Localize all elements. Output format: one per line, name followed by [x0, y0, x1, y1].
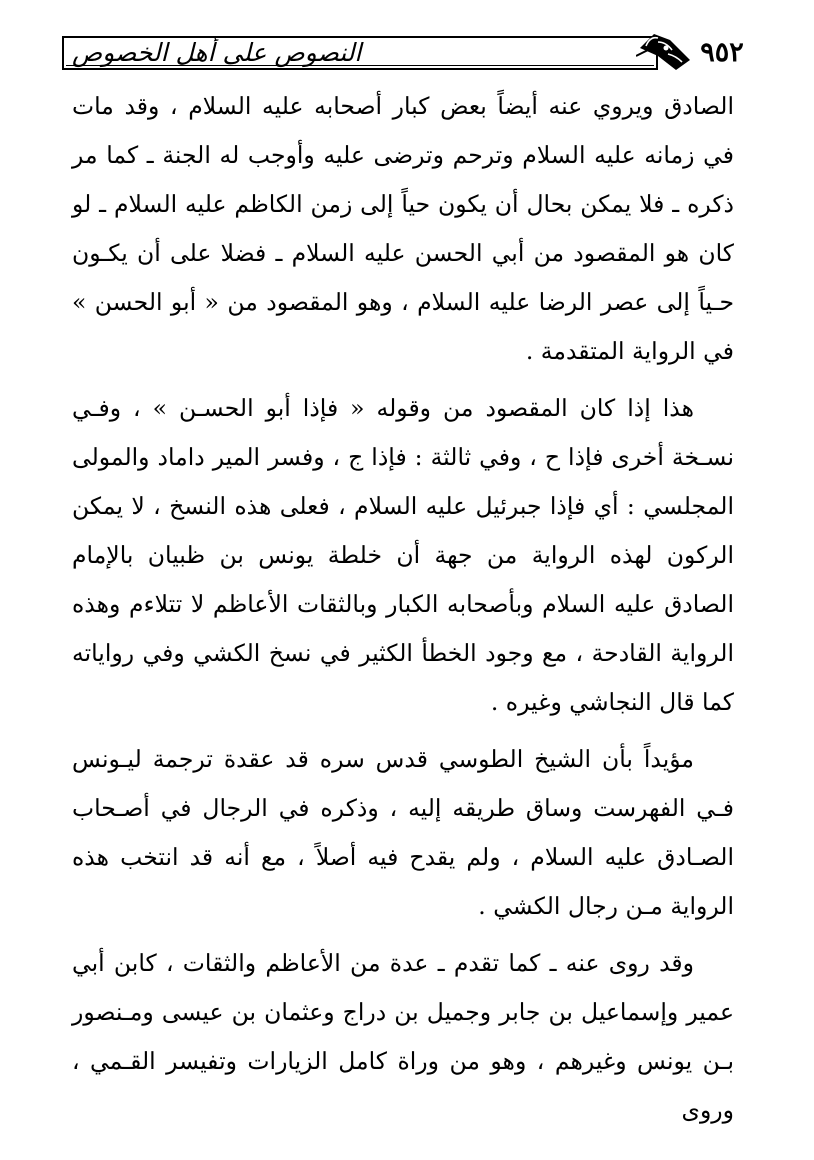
paragraph: هذا إذا كان المقصود من وقوله « فإذا أبو الحسـن » ، وفـي نسـخة أخرى فإذا ح ، وفي ثالثة : فإذا ج ، وفسر المير داماد والمولى المجلسي : أي فإذا جبرئيل عليه السلام ، فعلى هذه النسخ ، لا يمكن الركون لهذه الرواية من جهة أن خلطة يونس بن ظبيان بالإمام الصادق عليه السلام وبأصحابه الكبار وبالثقات الأعاظم لا تتلاءم وهذه الرواية القادحة ، مع وجود الخطأ الكثير في نسخ الكشي وفي رواياته كما قال النجاشي وغيره .: [72, 394, 734, 716]
paragraph: وقد روى عنه ـ كما تقدم ـ عدة من الأعاظم والثقات ، كابن أبي عمير وإسماعيل بن جابر وجميل بن دراج وعثمان بن عيسى ومـنصور بـن يونس وغيرهم ، وهو من وراة كامل الزيارات وتفيسر القـمي ، وروى: [72, 949, 734, 1124]
paragraph: مؤيداً بأن الشيخ الطوسي قدس سره قد عقدة ترجمة ليـونس فـي الفهرست وساق طريقه إليه ، وذكره في الرجال في أصـحاب الصـادق عليه السلام ، ولم يقدح فيه أصلاً ، مع أنه قد انتخب هذه الرواية مـن رجال الكشي .: [72, 745, 734, 920]
page-number: ٩٥٢: [700, 37, 744, 68]
page-header: [62, 26, 742, 72]
running-head: النصوص على أهل الخصوص: [72, 38, 362, 67]
header-frame: [62, 36, 658, 70]
ornament-icon: [636, 26, 694, 74]
paragraph: الصادق ويروي عنه أيضاً بعض كبار أصحابه عليه السلام ، وقد مات في زمانه عليه السلام وترحم وترضى عليه وأوجب له الجنة ـ كما مر ذكره ـ فلا يمكن بحال أن يكون حياً إلى زمن الكاظم عليه السلام ـ لو كان هو المقصود من أبي الحسن عليه السلام ـ فضلا على أن يكـون حـياً إلى عصر الرضا عليه السلام ، وهو المقصود من « أبو الحسن » في الرواية المتقدمة .: [72, 92, 734, 365]
body-text: [72, 82, 734, 1135]
